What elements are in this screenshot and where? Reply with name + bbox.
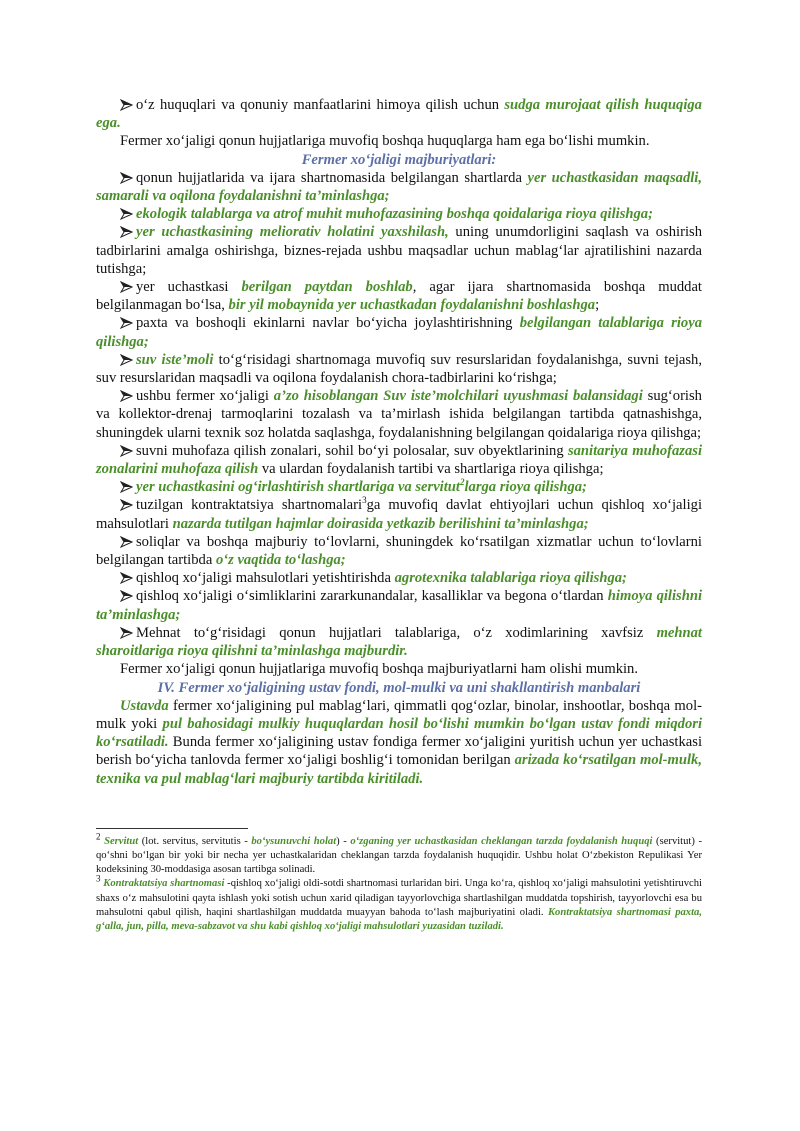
text-run: Mehnat to‘g‘risidagi qonun hujjatlari talablariga, o‘z xodimlarining xavfsiz (136, 624, 657, 641)
arrow-bullet-icon (120, 96, 136, 114)
text-run: tuzilgan kontraktatsiya shartnomalari (136, 497, 363, 514)
paragraph (96, 442, 702, 478)
paragraph: Fermer xo‘jaligi qonun hujjatlariga muvofiq boshqa huquqlarga ham ega bo‘lishi mumkin. (120, 133, 650, 150)
highlight-text: o‘zganing yer uchastkasidan cheklangan tarzda foydalanish huquqi (350, 835, 653, 847)
arrow-bullet-icon (120, 624, 136, 642)
highlight-text: himoya qilishni ta’minlashga; (96, 588, 703, 623)
highlight-text: Ustavda (120, 697, 169, 714)
text-run: (lot. servitus, servitutis - (138, 835, 252, 847)
paragraph (96, 351, 702, 387)
highlight-text: suv iste’moli (136, 351, 214, 368)
paragraph (96, 96, 702, 132)
highlight-text: yer uchastkasining meliorativ holatini yaxshilash, (136, 224, 449, 241)
section-heading: Fermer xo‘jaligi majburiyatlari: (301, 151, 497, 168)
highlight-text: yer uchastkasidan maqsadli, samarali va oqilona foydalanishni ta’minlashga; (96, 169, 702, 205)
highlight-text: belgilangan talablariga rioya qilishga; (96, 315, 702, 350)
arrow-bullet-icon (120, 205, 136, 223)
text-run: (servitut) - qo‘shni bo‘lgan bir yoki bir necha yer uchastkalaridan cheklangan tarzda foydalanish huquqidir. Ushbu holat O‘zbekiston Repulikasi Yer kodeksining 30-moddasiga asosan tartibga solinadi. (96, 835, 702, 876)
text-run: yer uchastkasi (136, 279, 242, 296)
text-run: sug‘orish va kollektor-drenaj tarmoqlarini tozalash va ta’mirlash ishida belgilangan tartibda qatnashishga, shuningdek ularni texnik soz holatda saqlashga, foydalanishning belgilangan qoidalariga rioya qilishga; (96, 388, 702, 441)
footnote (96, 873, 702, 934)
text-run: qishloq xo‘jaligi mahsulotlari yetishtirishda (136, 570, 395, 587)
highlight-text: pul bahosidagi mulkiy huquqlardan hosil bo‘lishi mumkin bo‘lgan ustav fondi miqdori ko‘rsatiladi. (96, 715, 702, 751)
footnote-number: 2 (96, 831, 101, 842)
paragraph (96, 533, 702, 569)
paragraph (96, 278, 702, 314)
text-run: , agar ijara shartnomasida boshqa muddat belgilanmagan bo‘lsa, (96, 279, 702, 314)
highlight-text: Kontraktatsiya shartnomasi (103, 878, 225, 890)
text-run: ) - (336, 835, 351, 847)
highlight-text: Kontraktatsiya shartnomasi paxta, g‘alla, jun, pilla, meva-sabzavot va shu kabi qishloq xo‘jaligi mahsulotlari yuzasidan tuziladi. (96, 906, 702, 932)
arrow-bullet-icon (120, 533, 136, 551)
footnote (96, 831, 702, 878)
arrow-bullet-icon (120, 278, 136, 296)
arrow-bullet-icon (120, 314, 136, 332)
arrow-bullet-icon (120, 569, 136, 587)
text-run: suvni muhofaza qilish zonalari, sohil bo‘yi polosalar, suv obyektlarining (136, 442, 568, 459)
document-page (96, 96, 702, 934)
highlight-text: arizada ko‘rsatilgan mol-mulk, texnika va pul mablag‘lari majburiy tartibda kiritiladi. (96, 752, 702, 787)
highlight-text: bo‘ysunuvchi holat (251, 835, 337, 847)
text-run: soliqlar va boshqa majburiy to‘lovlarni, shuningdek ko‘rsatilgan xizmatlar uchun to‘lovlarni belgilangan tartibda (96, 533, 702, 569)
text-run: qonun hujjatlarida va ijara shartnomasida belgilangan shartlarda (136, 169, 528, 186)
text-run: fermer xo‘jaligining pul mablag‘lari, qimmatli qog‘ozlar, binolar, inshootlar, boshqa mol-mulk yoki (96, 697, 702, 732)
arrow-bullet-icon (120, 442, 136, 460)
highlight-text: o‘z vaqtida to‘lashga; (215, 552, 346, 569)
paragraph (96, 223, 702, 278)
footnote-ref[interactable]: 2 (459, 477, 465, 488)
arrow-bullet-icon (120, 387, 136, 405)
paragraph (96, 169, 702, 205)
highlight-text: yer uchastkasini og‘irlashtirish shartlariga va servitut (136, 479, 460, 496)
arrow-bullet-icon (120, 496, 136, 514)
footnote-ref[interactable]: 3 (362, 495, 367, 506)
highlight-text: bir yil mobaynida yer uchastkadan foydalanishni boshlashga (228, 297, 596, 314)
highlight-text: berilgan paytdan boshlab (241, 279, 413, 296)
paragraph (96, 496, 702, 532)
text-run: ga muvofiq davlat ehtiyojlari uchun qishloq xo‘jaligi mahsulotlari (96, 497, 702, 532)
section-heading: IV. Fermer xo‘jaligining ustav fondi, mol-mulki va uni shakllantirish manbalari (157, 679, 641, 696)
highlight-text: larga rioya qilishga; (464, 479, 587, 496)
text-run: o‘z huquqlari va qonuniy manfaatlarini himoya qilish uchun (136, 97, 505, 113)
paragraph (96, 205, 702, 223)
highlight-text: sanitariya muhofazasi zonalarini muhofaza qilish (96, 442, 702, 478)
highlight-text: ekologik talablarga va atrof muhit muhofazasining boshqa qoidalariga rioya qilishga; (136, 206, 653, 223)
highlight-text: mehnat sharoitlariga rioya qilishni ta’minlashga majburdir. (96, 624, 702, 660)
arrow-bullet-icon (120, 351, 136, 369)
highlight-text: Servitut (104, 835, 139, 847)
text-run: ; (595, 297, 600, 314)
highlight-text: nazarda tutilgan hajmlar doirasida yetkazib berilishini ta’minlashga; (172, 515, 589, 532)
paragraph (96, 697, 702, 788)
paragraph (96, 478, 702, 496)
arrow-bullet-icon (120, 223, 136, 241)
paragraph (96, 587, 702, 623)
text-run: qishloq xo‘jaligi o‘simliklarini zararkunandalar, kasalliklar va begona o‘tlardan (136, 588, 608, 605)
highlight-text: a’zo hisoblangan Suv iste’molchilari uyushmasi balansidagi (273, 388, 643, 405)
footnote-separator (96, 828, 248, 829)
arrow-bullet-icon (120, 587, 136, 605)
text-run: -qishloq xo‘jaligi oldi-sotdi shartnomasi turlaridan biri. Unga ko‘ra, qishloq xo‘jaligi mahsulotini yetishtiruvchi shaxs o‘z mahsulotini qayta ishlash yoki sotish uchun xarid qiladigan tayyorlovchiga shartlashilgan muddatda topshirish, tayyorlovchi esa bu mahsulotni qabul qilish, haqini shartlashilgan muddatda muayyan bahoda to‘lash majburiyatini oladi. (96, 878, 702, 918)
arrow-bullet-icon (120, 169, 136, 187)
paragraph (96, 624, 702, 660)
text-run: uning unumdorligini saqlash va oshirish tadbirlarini amalga oshirishga, biznes-rejada ushbu maqsadlar uchun mablag‘lar ajratilishini nazarda tutishga; (96, 224, 702, 277)
paragraph (96, 387, 702, 442)
text-run: ushbu fermer xo‘jaligi (136, 388, 274, 405)
text-run: Bunda fermer xo‘jaligining ustav fondiga fermer xo‘jaligini yuritish uchun yer uchastkasi berish bo‘yicha tanlovda fermer xo‘jaligi boshlig‘i tomonidan berilgan (96, 734, 702, 769)
highlight-text: agrotexnika talablariga rioya qilishga; (394, 570, 627, 587)
paragraph (96, 314, 702, 350)
spacer (96, 788, 702, 828)
paragraph (96, 569, 702, 587)
paragraph: Fermer xo‘jaligi qonun hujjatlariga muvofiq boshqa majburiyatlarni ham olishi mumkin. (120, 661, 638, 678)
text-run: to‘g‘risidagi shartnomaga muvofiq suv resurslaridan foydalanishga, suvni tejash, suv resurslaridan maqsadli va oqilona foydalanish chora-tadbirlarini ko‘rishga; (96, 351, 702, 387)
footnote-number: 3 (96, 873, 101, 884)
arrow-bullet-icon (120, 478, 136, 496)
highlight-text: sudga murojaat qilish huquqiga ega. (96, 97, 702, 132)
text-run: paxta va boshoqli ekinlarni navlar bo‘yicha joylashtirishning (136, 315, 520, 332)
text-run: va ulardan foydalanish tartibi va shartlariga rioya qilishga; (258, 461, 604, 478)
